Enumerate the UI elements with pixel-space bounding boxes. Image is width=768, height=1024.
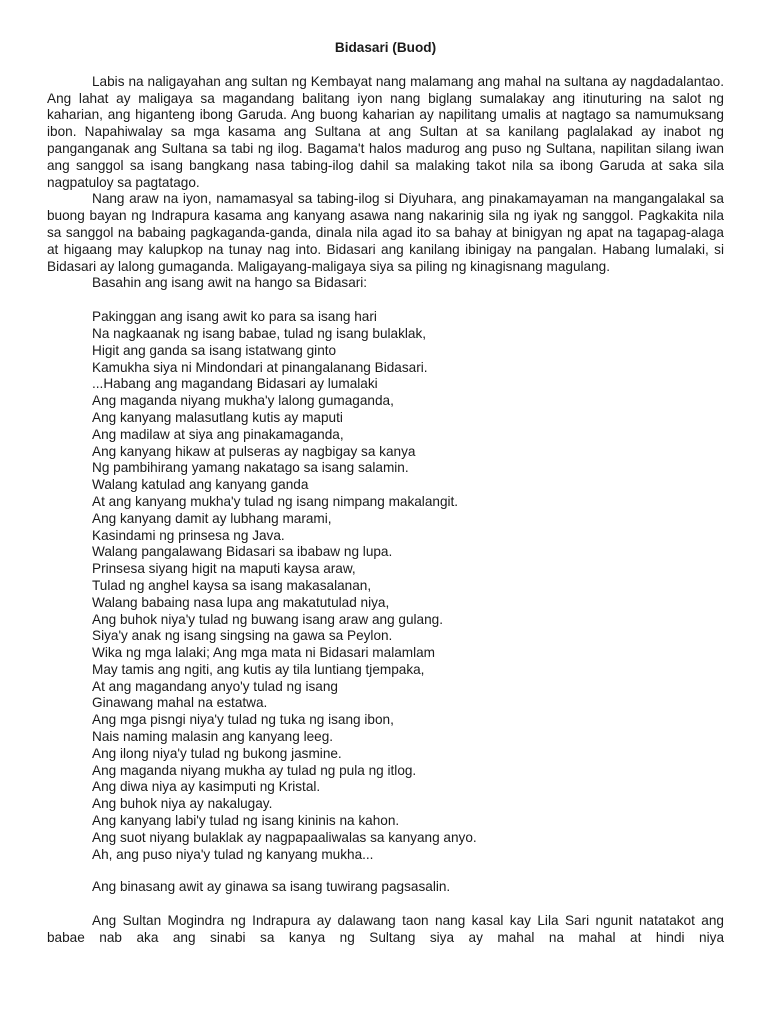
spacer: [47, 863, 724, 879]
poem-line: Ng pambihirang yamang nakatago sa isang salamin.: [92, 460, 409, 476]
document-page: [47, 40, 724, 947]
poem-line: Ang madilaw at siya ang pinakamaganda,: [92, 426, 344, 442]
poem-intro: Basahin ang isang awit na hango sa Bidasari:: [92, 275, 368, 291]
poem-line: Wika ng mga lalaki; Ang mga mata ni Bidasari malamlam: [92, 645, 436, 661]
poem-line: ...Habang ang magandang Bidasari ay lumalaki: [92, 376, 378, 392]
poem-line: Ang maganda niyang mukha'y lalong gumaganda,: [92, 393, 394, 409]
poem-line: Ang diwa niya ay kasimputi ng Kristal.: [92, 779, 321, 795]
paragraph-2: Nang araw na iyon, namamasyal sa tabing-ilog si Diyuhara, ang pinakamayaman na mangangalakal sa buong bayan ng Indrapura kasama ang kanyang asawa nang nakarinig sila ng iyak ng sanggol. Pagkakita nila sa sanggol na babaing pagkaganda-ganda, dinala nila agad ito sa bahay at binigyan ng apat na tagapag-alaga at higaang may kalupkop na tunay nag into. Bidasari ang kanilang ibinigay na pangalan. Habang lumalaki, si Bidasari ay lalong gumaganda. Maligayang-maligaya siya sa piling ng kinagisnang magulang.: [47, 191, 724, 274]
poem-line: Walang babaing nasa lupa ang makatutulad niya,: [92, 594, 390, 610]
poem-line: Pakinggan ang isang awit ko para sa isang hari: [92, 309, 377, 325]
poem-line: Walang katulad ang kanyang ganda: [92, 477, 309, 493]
poem-line: Ang kanyang damit ay lubhang marami,: [92, 510, 332, 526]
poem-line: Walang pangalawang Bidasari sa ibabaw ng lupa.: [92, 544, 393, 560]
poem-line: May tamis ang ngiti, ang kutis ay tila luntiang tjempaka,: [92, 661, 425, 677]
paragraph-1: Labis na naligayahan ang sultan ng Kembayat nang malamang ang mahal na sultana ay nagdadalantao. Ang lahat ay maligaya sa magandang balitang iyon nang biglang sumalakay ang itinuturing na salot ng kaharian, ang higanteng ibong Garuda. Ang buong kaharian ay napilitang umalis at nagtago sa namumuksang ibon. Napahiwalay sa mga kasama ang Sultana at ang Sultan at sa kanilang paglalakad ay inabot ng panganganak ang Sultana sa tabi ng ilog. Bagama't halos madurog ang puso ng Sultana, napilitan silang iwan ang sanggol sa isang bangkang nasa tabing-ilog dahil sa malaking takot nila sa ibong Garuda at saka sila nagpatuloy sa pagtatago.: [47, 73, 724, 190]
poem-line: Ang kanyang malasutlang kutis ay maputi: [92, 409, 343, 425]
poem-line: Ang maganda niyang mukha ay tulad ng pula ng itlog.: [92, 762, 417, 778]
document-title: Bidasari (Buod): [334, 40, 437, 55]
poem-line: Ang buhok niya'y tulad ng buwang isang araw ang gulang.: [92, 611, 444, 627]
poem-line: Prinsesa siyang higit na maputi kaysa araw,: [92, 561, 356, 577]
poem-line: Higit ang ganda sa isang istatwang ginto: [92, 342, 337, 358]
poem-line: Kamukha siya ni Mindondari at pinangalanang Bidasari.: [92, 359, 428, 375]
poem-line: Ah, ang puso niya'y tulad ng kanyang mukha...: [92, 846, 374, 862]
poem-line: Ginawang mahal na estatwa.: [92, 695, 268, 711]
poem-line: Kasindami ng prinsesa ng Java.: [92, 527, 285, 543]
poem-line: Na nagkaanak ng isang babae, tulad ng isang bulaklak,: [92, 325, 427, 341]
paragraph-3: Ang Sultan Mogindra ng Indrapura ay dalawang taon nang kasal kay Lila Sari ngunit natatakot ang babae nab aka ang sinabi sa kanya ng Sultang siya ay mahal na mahal at hindi niya: [47, 913, 724, 946]
poem-line: Ang ilong niya'y tulad ng bukong jasmine.: [92, 745, 342, 761]
poem-line: Ang mga pisngi niya'y tulad ng tuka ng isang ibon,: [92, 712, 394, 728]
translation-note: Ang binasang awit ay ginawa sa isang tuwirang pagsasalin.: [92, 879, 451, 895]
poem-line: Tulad ng anghel kaysa sa isang makasalanan,: [92, 577, 372, 593]
poem-line: Ang buhok niya ay nakalugay.: [92, 796, 273, 812]
poem-line: At ang magandang anyo'y tulad ng isang: [92, 678, 338, 694]
poem-line: Nais naming malasin ang kanyang leeg.: [92, 729, 334, 745]
poem: [47, 309, 724, 863]
poem-line: Ang kanyang labi'y tulad ng isang kininis na kahon.: [92, 813, 400, 829]
poem-line: Siya'y anak ng isang singsing na gawa sa Peylon.: [92, 628, 393, 644]
poem-line: At ang kanyang mukha'y tulad ng isang nimpang makalangit.: [92, 493, 459, 509]
poem-line: Ang suot niyang bulaklak ay nagpapaaliwalas sa kanyang anyo.: [92, 829, 477, 845]
poem-line: Ang kanyang hikaw at pulseras ay nagbigay sa kanya: [92, 443, 416, 459]
